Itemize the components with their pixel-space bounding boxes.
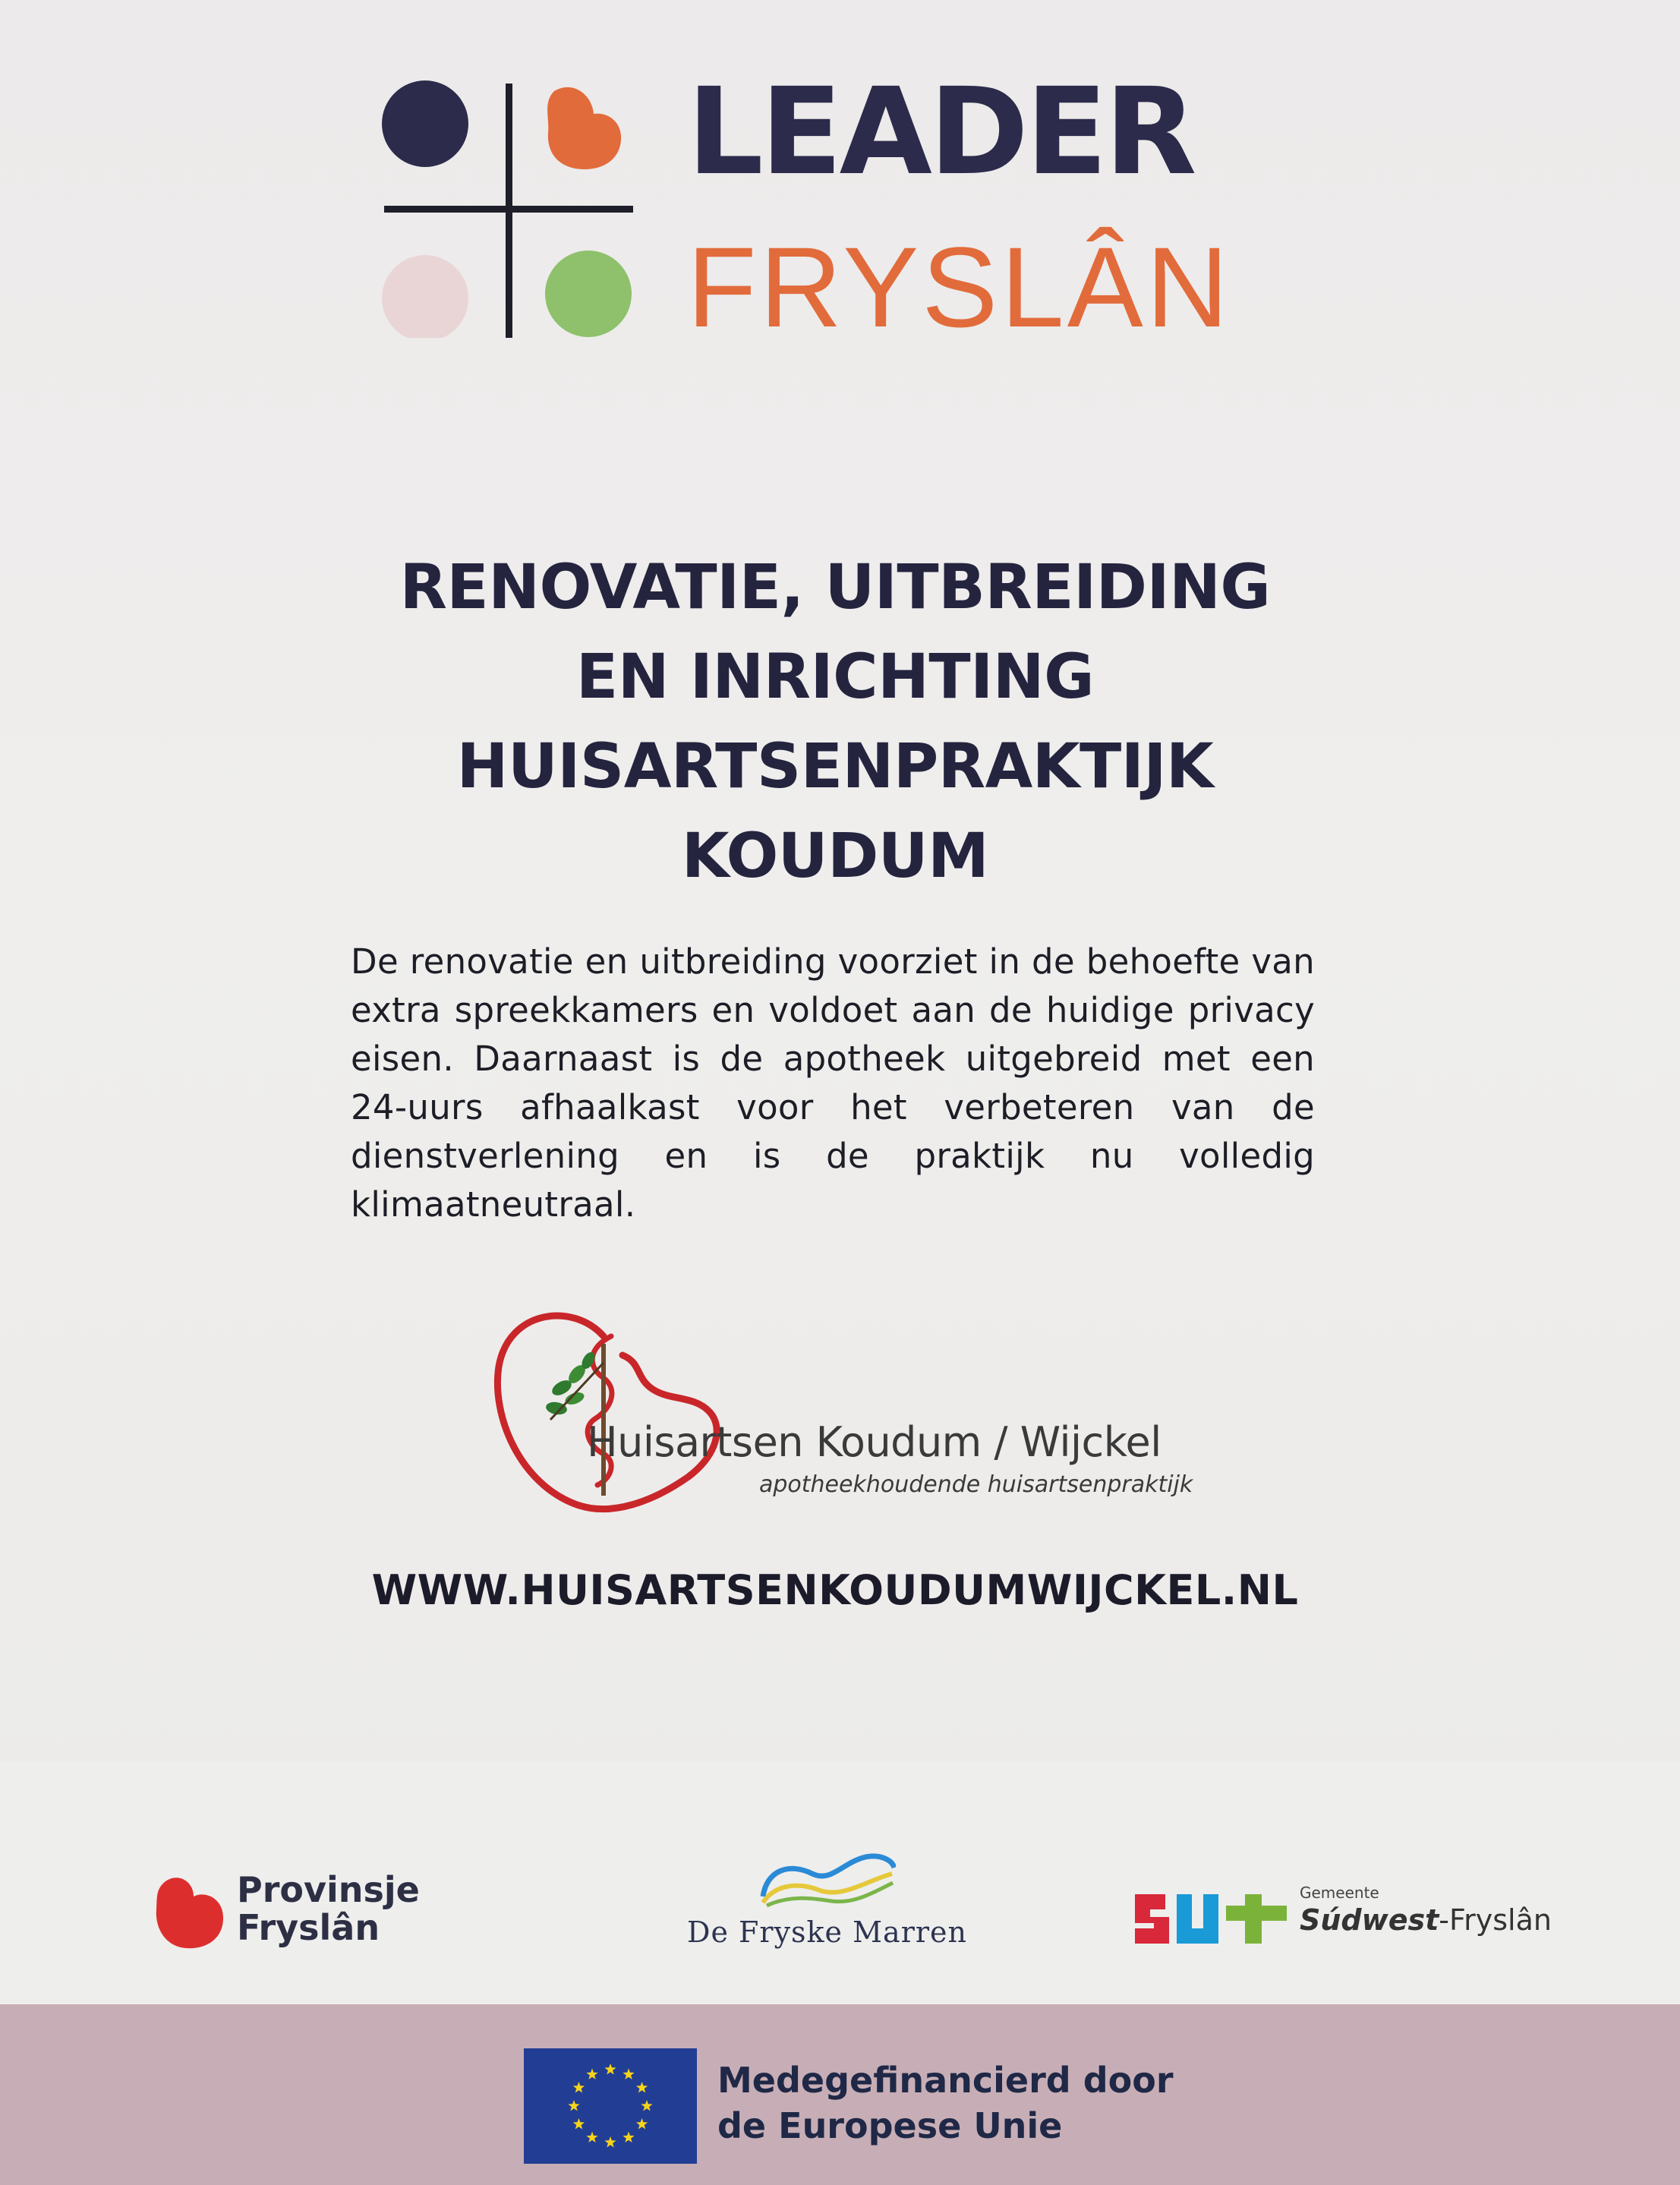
pink-dot xyxy=(382,255,468,338)
sudwest-name xyxy=(1300,1903,1552,1937)
provinsje-fryslan-logo xyxy=(152,1869,455,1966)
fryske-marren-waves-icon xyxy=(759,1851,896,1908)
eu-funding-text xyxy=(717,2057,1174,2149)
leader-word: LEADER xyxy=(687,62,1194,202)
sudwest-name-rest: -Fryslân xyxy=(1439,1903,1552,1937)
sudwest-fryslan-logo xyxy=(1131,1884,1602,1978)
navy-dot xyxy=(382,80,468,167)
heart-caduceus-icon xyxy=(490,1306,733,1526)
website-url: WWW.HUISARTSENKOUDUMWIJCKEL.NL xyxy=(371,1566,1299,1614)
gemeente-label: Gemeente xyxy=(1300,1884,1379,1902)
provinsje-heart-icon xyxy=(152,1875,228,1951)
cross-horizontal xyxy=(384,206,633,213)
eu-line-1: Medegefinancierd door xyxy=(717,2060,1174,2101)
partner-logos xyxy=(0,1761,1680,2004)
title-line-2: EN INRICHTING xyxy=(575,642,1095,713)
project-description: De renovatie en uitbreiding voorziet in de behoefte van extra spreekkamers en voldoet aan de huidige privacy eisen. Daarnaast is de apotheek uitgebreid met een 24-uurs afhaalkast voor het verbeteren van de dienstverlening en is de praktijk nu volledig klimaatneutraal. xyxy=(351,941,1315,1225)
eu-flag-icon xyxy=(524,2048,697,2164)
green-dot xyxy=(545,251,632,337)
page-title xyxy=(228,543,1442,901)
provinsje-line-1: Provinsje xyxy=(237,1869,420,1910)
de-fryske-marren-logo xyxy=(683,1851,987,1957)
sudwest-name-bold: Súdwest xyxy=(1300,1903,1439,1937)
fryske-marren-text: De Fryske Marren xyxy=(687,1915,967,1949)
provinsje-text xyxy=(237,1871,420,1947)
provinsje-line-2: Fryslân xyxy=(237,1907,380,1948)
title-line-1: RENOVATIE, UITBREIDING xyxy=(399,552,1271,623)
eu-line-2: de Europese Unie xyxy=(717,2105,1063,2146)
orange-bean xyxy=(547,87,621,169)
practice-subtitle: apotheekhoudende huisartsenpraktijk xyxy=(759,1471,1193,1498)
leader-mark-icon xyxy=(380,72,638,338)
leader-fryslan-logo xyxy=(380,62,1313,351)
title-line-3: HUISARTSENPRAKTIJK xyxy=(456,731,1214,802)
fryslan-word: FRYSLÂN xyxy=(687,223,1232,351)
practice-logo xyxy=(490,1306,1193,1526)
title-line-4: KOUDUM xyxy=(681,821,989,892)
eu-funding-band xyxy=(0,2004,1680,2185)
sudwest-mark-icon xyxy=(1131,1887,1294,1947)
practice-name: Huisartsen Koudum / Wijckel xyxy=(587,1418,1162,1466)
